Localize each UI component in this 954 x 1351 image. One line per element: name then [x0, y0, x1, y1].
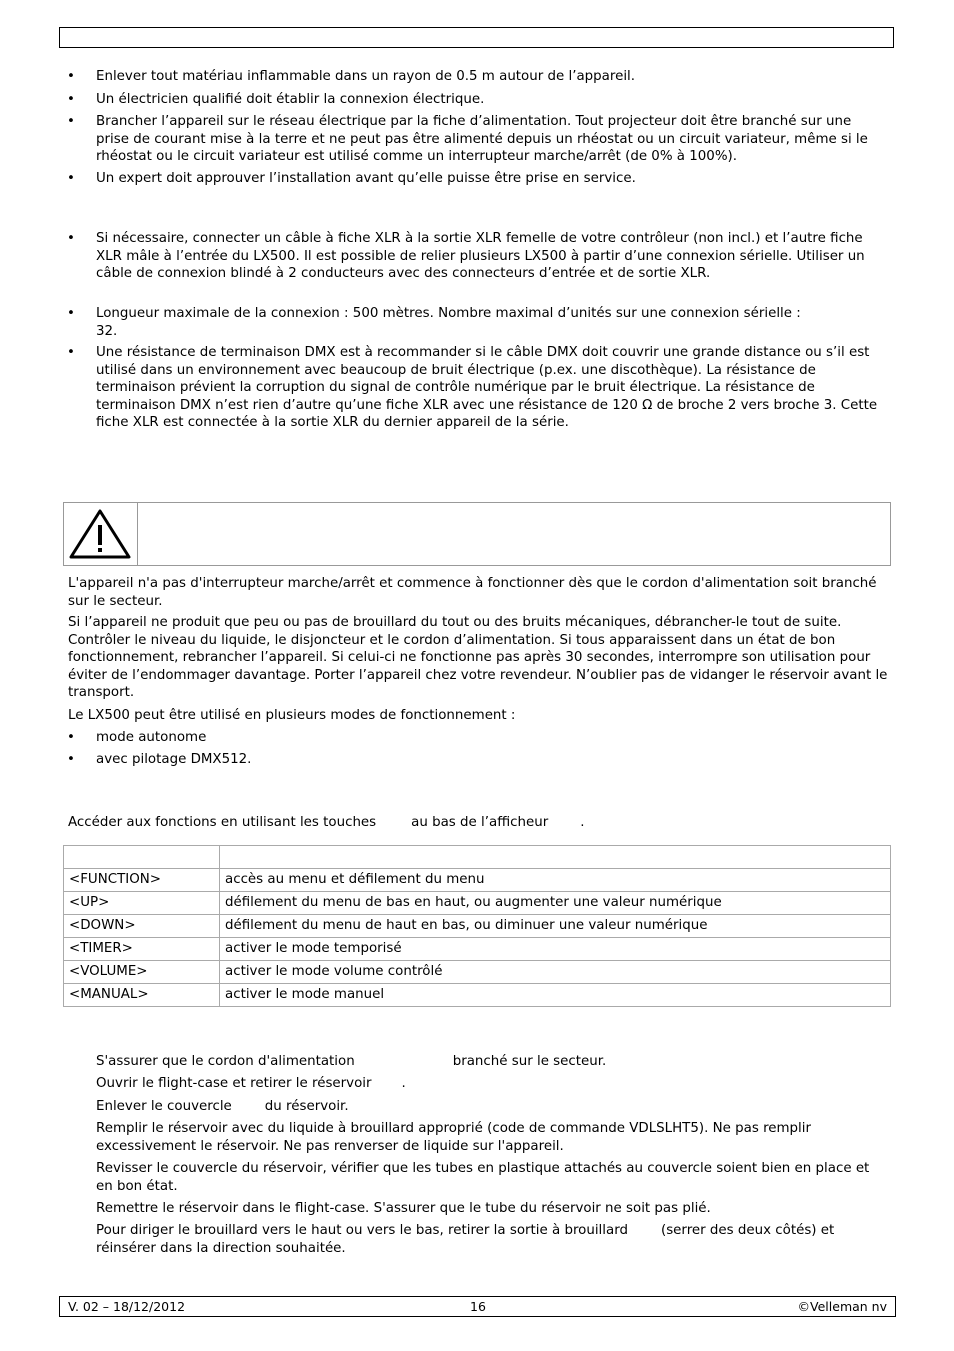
table-header-cell [64, 846, 220, 869]
key-cell: <VOLUME> [64, 961, 220, 984]
list-item: Longueur maximale de la connexion : 500 mètres. Nombre maximal d’unités sur une connexion sérielle : 32. [96, 306, 801, 339]
key-cell: <UP> [64, 892, 220, 915]
step [96, 1053, 896, 1071]
bullet: • [67, 345, 75, 360]
list-item: mode autonome [96, 730, 207, 745]
text: au bas de l’afficheur [411, 815, 549, 830]
list-item: Un électricien qualifié doit établir la connexion électrique. [96, 92, 485, 107]
bullet: • [67, 752, 75, 767]
bullet: • [67, 231, 75, 246]
footer-page-number: 16 [470, 1299, 486, 1314]
list-item: Si nécessaire, connecter un câble à fiche XLR à la sortie XLR femelle de votre contrôleur (non incl.) et l’autre fiche XLR mâle à l’entrée du LX500. Il est possible de relier plusieurs LX500 à partir d’une connexion sérielle. Utiliser un câble de connexion blindé à 2 conducteurs avec des connecteurs d’entrée et de sortie XLR. [96, 231, 865, 281]
keys-table [63, 845, 891, 1007]
text: Accéder aux fonctions en utilisant les touches [68, 815, 377, 830]
table-header-cell [220, 846, 891, 869]
warning-icon [64, 503, 137, 565]
key-cell: <TIMER> [64, 938, 220, 961]
paragraph [68, 814, 898, 832]
text: . [580, 815, 585, 830]
warning-box [63, 502, 891, 566]
text: du réservoir. [264, 1099, 349, 1114]
bullet: • [67, 69, 75, 84]
desc-cell: défilement du menu de haut en bas, ou diminuer une valeur numérique [220, 915, 891, 938]
desc-cell: accès au menu et défilement du menu [220, 869, 891, 892]
bullet: • [67, 730, 75, 745]
step: Revisser le couvercle du réservoir, vérifier que les tubes en plastique attachés au couvercle soient bien en place et en bon état. [96, 1161, 870, 1194]
desc-cell: défilement du menu de bas en haut, ou augmenter une valeur numérique [220, 892, 891, 915]
text: branché sur le secteur. [452, 1054, 607, 1069]
text: Pour diriger le brouillard vers le haut ou vers le bas, retirer la sortie à brouillard [96, 1223, 628, 1238]
text: et réinsérer dans la direction souhaitée. [96, 1223, 835, 1256]
key-cell: <FUNCTION> [64, 869, 220, 892]
desc-cell: activer le mode volume contrôlé [220, 961, 891, 984]
paragraph: Le LX500 peut être utilisé en plusieurs modes de fonctionnement : [68, 708, 516, 723]
list-item: Enlever tout matériau inflammable dans un rayon de 0.5 m autour de l’appareil. [96, 69, 636, 84]
text: Enlever le couvercle [96, 1099, 232, 1114]
table-row [64, 961, 891, 984]
footer-copyright: ©Velleman nv [797, 1299, 887, 1314]
text: (serrer des deux côtés) [660, 1223, 817, 1238]
table-row [64, 938, 891, 961]
text: . [401, 1076, 406, 1091]
paragraph: L'appareil n'a pas d'interrupteur marche/arrêt et commence à fonctionner dès que le cordon d'alimentation soit branché sur le secteur. [68, 576, 877, 609]
text: Ouvrir le flight-case et retirer le réservoir [96, 1076, 372, 1091]
step: Remplir le réservoir avec du liquide à brouillard approprié (code de commande VDLSLHT5). Ne pas remplir excessivement le réservoir. Ne pas renverser de liquide sur l'appareil. [96, 1121, 812, 1154]
desc-cell: activer le mode manuel [220, 984, 891, 1007]
bullet: • [67, 171, 75, 186]
table-row [64, 984, 891, 1007]
footer [59, 1296, 896, 1317]
step [96, 1098, 896, 1116]
bullet: • [67, 92, 75, 107]
table-row [64, 915, 891, 938]
footer-version: V. 02 – 18/12/2012 [68, 1299, 186, 1314]
table-row [64, 869, 891, 892]
table-row [64, 892, 891, 915]
step [96, 1222, 891, 1257]
list-item: Une résistance de terminaison DMX est à recommander si le câble DMX doit couvrir une grande distance ou s’il est utilisé dans un environnement avec beaucoup de bruit électrique (p.ex. une discothèque). La résistance de terminaison prévient la corruption du signal de contrôle numérique par le bruit électrique. La résistance de terminaison DMX n’est rien d’autre qu’une fiche XLR avec une résistance de 120 Ω de broche 2 vers broche 3. Cette fiche XLR est connectée à la sortie XLR du dernier appareil de la série. [96, 345, 878, 430]
table-header-row [64, 846, 891, 869]
list-item: Brancher l’appareil sur le réseau électrique par la fiche d’alimentation. Tout projecteur doit être branché sur une prise de courant mise à la terre et ne peut pas être alimenté depuis un rhéostat ou un circuit variateur, même si le rhéostat ou le circuit variateur est utilisé comme un interrupteur marche/arrêt (de 0% à 100%). [96, 114, 868, 164]
step [96, 1075, 896, 1093]
paragraph: Si l’appareil ne produit que peu ou pas de brouillard du tout ou des bruits mécaniques, débrancher-le tout de suite. Contrôler le niveau du liquide, le disjoncteur et le cordon d’alimentation. Si tous apparaissent dans un état de bon fonctionnement, rebrancher l’appareil. Si celui-ci ne fonctionne pas après 30 secondes, interrompre son utilisation pour éviter de l’endommager davantage. Porter l’appareil chez votre revendeur. N’oublier pas de vidanger le réservoir avant le transport. [68, 615, 888, 700]
bullet: • [67, 114, 75, 129]
list-item: Un expert doit approuver l’installation avant qu’elle puisse être prise en service. [96, 171, 636, 186]
list-item: avec pilotage DMX512. [96, 752, 252, 767]
warning-icon-cell [64, 503, 138, 565]
bullet: • [67, 306, 75, 321]
text: S'assurer que le cordon d'alimentation [96, 1054, 355, 1069]
header-box [59, 27, 894, 48]
key-cell: <MANUAL> [64, 984, 220, 1007]
step: Remettre le réservoir dans le flight-case. S'assurer que le tube du réservoir ne soit pas plié. [96, 1201, 711, 1216]
desc-cell: activer le mode temporisé [220, 938, 891, 961]
key-cell: <DOWN> [64, 915, 220, 938]
